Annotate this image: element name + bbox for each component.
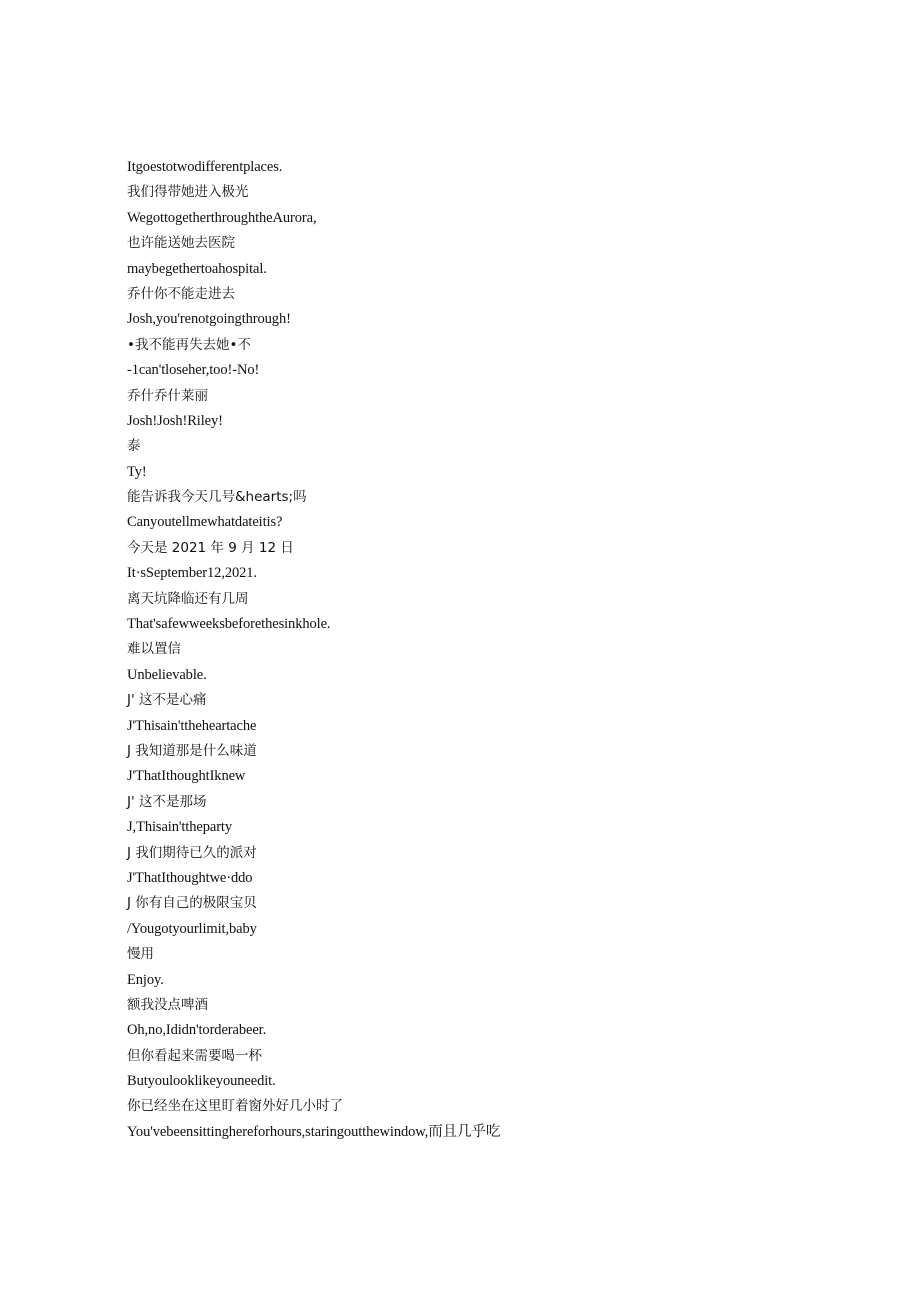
subtitle-line-english: Ty! [127,463,147,480]
subtitle-line-chinese: 我们得带她进入极光 [127,184,249,201]
subtitle-lines [127,155,827,1145]
subtitle-line-chinese: J 我们期待已久的派对 [127,844,257,861]
subtitle-line-english: J,Thisain'ttheparty [127,819,233,836]
subtitle-line-chinese: 难以置信 [127,641,181,658]
subtitle-line-english: Oh,no,Ididn'torderabeer. [127,1022,267,1039]
subtitle-line-english: That'safewweeksbeforethesinkhole. [127,616,331,633]
subtitle-line-english: J'ThatIthoughtwe·ddo [127,869,253,886]
subtitle-line-chinese: 今天是 2021 年 9 月 12 日 [127,539,294,556]
subtitle-line-english: Enjoy. [127,971,164,988]
subtitle-line-chinese: J 我知道那是什么味道 [127,742,257,759]
subtitle-line-chinese: 也许能送她去医院 [127,235,235,252]
subtitle-line-english: Butyoulooklikeyouneedit. [127,1073,276,1090]
subtitle-line-chinese: 乔什你不能走进去 [127,285,235,302]
subtitle-line-english: You'vebeensittinghereforhours,staringoutthewindow,而且几乎吃 [127,1123,501,1140]
subtitle-line-chinese: 额我没点啤酒 [127,996,208,1013]
subtitle-line-chinese: 但你看起来需要喝一杯 [127,1047,262,1064]
subtitle-line-chinese: 能告诉我今天几号&hearts;吗 [127,489,307,506]
subtitle-line-chinese: 泰 [127,438,141,455]
subtitle-line-chinese: J' 这不是心痛 [127,692,207,709]
subtitle-line-english: /Yougotyourlimit,baby [127,920,257,937]
subtitle-line-english: Josh!Josh!Riley! [127,412,223,429]
subtitle-line-english: J'ThatIthoughtIknew [127,768,246,785]
subtitle-line-chinese: J' 这不是那场 [127,793,207,810]
subtitle-line-english: Itgoestotwodifferentplaces. [127,159,283,175]
subtitle-line-chinese: 离天坑降临还有几周 [127,590,249,607]
subtitle-line-chinese: •我不能再失去她•不 [127,336,251,353]
subtitle-line-english: -1can'tloseher,too!-No! [127,362,260,379]
subtitle-line-english: J'Thisain'ttheheartache [127,717,257,734]
subtitle-line-english: Josh,you'renotgoingthrough! [127,311,291,328]
subtitle-line-english: It·sSeptember12,2021. [127,565,257,582]
subtitle-line-english: Unbelievable. [127,666,207,683]
subtitle-line-english: Canyoutellmewhatdateitis? [127,514,283,531]
subtitle-line-english: WegottogetherthroughtheAurora, [127,209,317,226]
subtitle-line-chinese: J 你有自己的极限宝贝 [127,895,257,912]
subtitle-line-chinese: 你已经坐在这里盯着窗外好几小时了 [127,1098,343,1115]
subtitle-line-english: maybegethertoahospital. [127,260,267,277]
subtitle-line-chinese: 乔什乔什莱丽 [127,387,208,404]
subtitle-line-chinese: 慢用 [127,946,154,963]
